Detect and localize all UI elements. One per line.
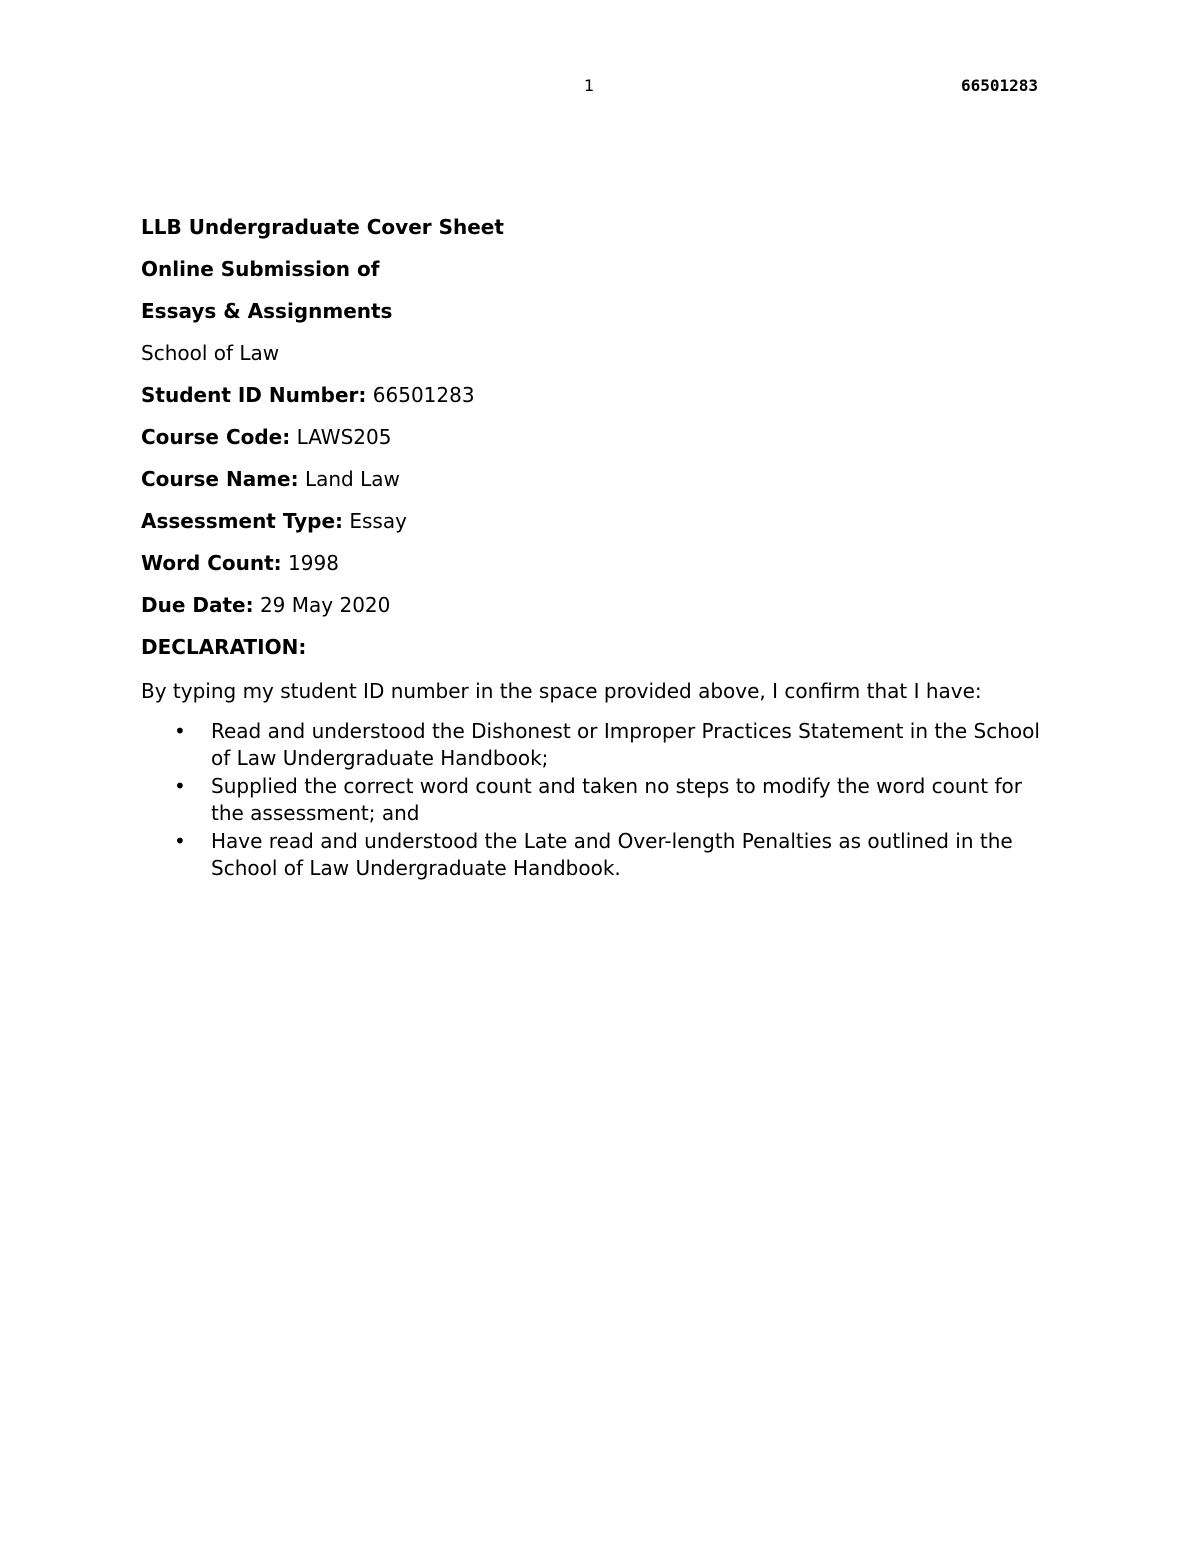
cover-subtitle-line-1: Online Submission of <box>141 257 380 281</box>
cover-subtitle-line-2: Essays & Assignments <box>141 299 393 323</box>
header-student-id: 66501283 <box>961 76 1039 95</box>
declaration-heading: DECLARATION: <box>141 635 307 659</box>
field-label: Due Date: <box>141 593 254 617</box>
bullet-icon: • <box>174 774 186 798</box>
field-assessment-type <box>141 508 1061 534</box>
declaration-intro: By typing my student ID number in the space provided above, I confirm that I have: <box>141 679 982 703</box>
field-label: Student ID Number: <box>141 383 367 407</box>
bullet-icon: • <box>174 829 186 853</box>
declaration-list <box>141 718 1061 882</box>
list-item <box>141 773 1061 827</box>
field-student-id <box>141 382 1061 408</box>
bullet-icon: • <box>174 719 186 743</box>
list-item-text: Supplied the correct word count and taken no steps to modify the word count for the assessment; and <box>211 774 1022 825</box>
cover-title: LLB Undergraduate Cover Sheet <box>141 215 504 239</box>
field-value: 1998 <box>288 551 339 575</box>
field-value: Essay <box>349 509 407 533</box>
field-value: 29 May 2020 <box>259 593 391 617</box>
list-item <box>141 718 1061 772</box>
school-name: School of Law <box>141 341 280 365</box>
field-label: Course Name: <box>141 467 299 491</box>
field-course-code <box>141 424 1061 450</box>
list-item <box>141 828 1061 882</box>
cover-sheet-body <box>141 214 1061 883</box>
list-item-text: Have read and understood the Late and Over-length Penalties as outlined in the School of Law Undergraduate Handbook. <box>211 829 1013 880</box>
field-course-name <box>141 466 1061 492</box>
field-word-count <box>141 550 1061 576</box>
field-value: 66501283 <box>372 383 475 407</box>
field-due-date <box>141 592 1061 618</box>
field-label: Course Code: <box>141 425 291 449</box>
field-value: LAWS205 <box>296 425 392 449</box>
field-label: Word Count: <box>141 551 282 575</box>
field-value: Land Law <box>304 467 400 491</box>
field-label: Assessment Type: <box>141 509 344 533</box>
list-item-text: Read and understood the Dishonest or Improper Practices Statement in the School of Law Undergraduate Handbook; <box>211 719 1040 770</box>
header-page-number: 1 <box>584 76 595 95</box>
